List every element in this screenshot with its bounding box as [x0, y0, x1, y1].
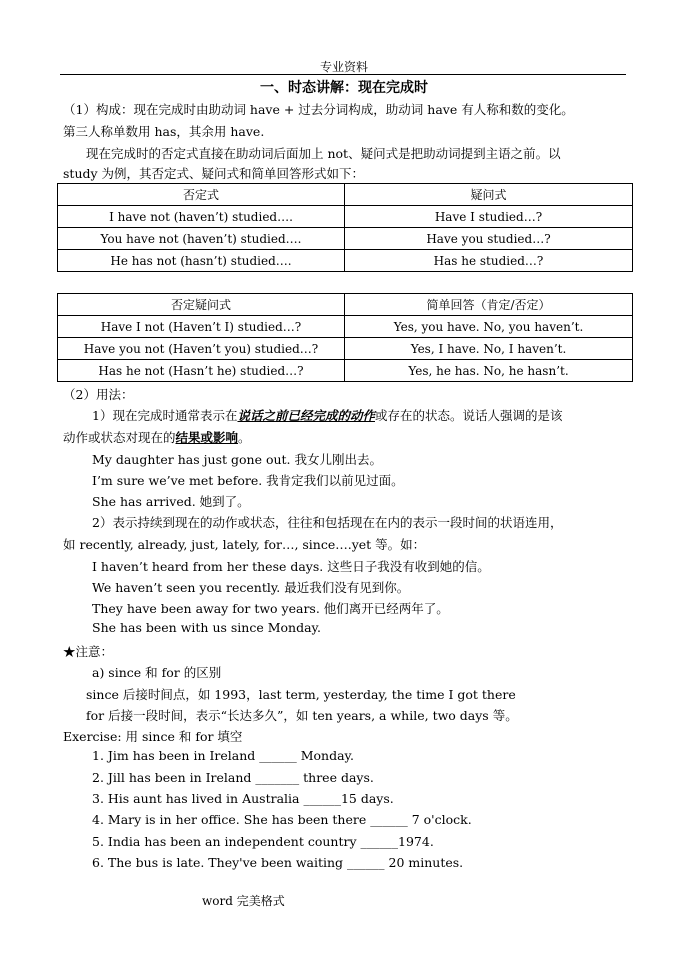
table-row — [58, 338, 633, 360]
table-header-cell: 简单回答（肯定/否定） — [345, 294, 633, 316]
example-sentence: She has arrived. 她到了。 — [92, 494, 250, 509]
exercise-item: 5. India has been an independent country ______1974. — [92, 834, 434, 849]
table-cell: Yes, he has. No, he hasn’t. — [345, 360, 633, 382]
example-sentence: We haven’t seen you recently. 最近我们没有见到你。 — [92, 580, 410, 595]
note-label: ★注意： — [63, 644, 114, 659]
exercise-item: 2. Jill has been in Ireland _______ three days. — [92, 770, 374, 785]
usage-text: 或存在的状态。说话人强调的是该 — [374, 408, 563, 423]
usage-point-2-cont: 如 recently, already, just, lately, for…, since….yet 等。如： — [63, 537, 426, 552]
table-cell: You have not (haven’t) studied…. — [58, 228, 345, 250]
table-cell: Have you not (Haven’t you) studied…? — [58, 338, 345, 360]
intro-line-3: 现在完成时的否定式直接在助动词后面加上 not、疑问式是把助动词提到主语之前。以 — [86, 146, 561, 161]
table-cell: Has he not (Hasn’t he) studied…? — [58, 360, 345, 382]
note-since: since 后接时间点，如 1993，last term, yesterday, the time I got there — [86, 687, 516, 702]
usage-text: 动作或状态对现在的 — [63, 430, 176, 445]
table-cell: Yes, you have. No, you haven’t. — [345, 316, 633, 338]
table-row — [58, 316, 633, 338]
table-cell: Yes, I have. No, I haven’t. — [345, 338, 633, 360]
header-rule — [60, 74, 626, 75]
table-header-row — [58, 294, 633, 316]
usage-text: 。 — [238, 430, 251, 445]
table-header-cell: 否定疑问式 — [58, 294, 345, 316]
conjugation-table-1 — [57, 183, 633, 272]
table-cell: Have I studied…? — [345, 206, 633, 228]
intro-line-4: study 为例，其否定式、疑问式和简单回答形式如下： — [63, 166, 365, 181]
table-cell: He has not (hasn’t) studied…. — [58, 250, 345, 272]
page-title: 一、时态讲解：现在完成时 — [260, 80, 428, 96]
usage-point-1-cont — [63, 428, 251, 446]
page-header: 专业资料 — [319, 60, 368, 74]
intro-line-1: （1）构成：现在完成时由助动词 have + 过去分词构成，助动词 have 有人称和数的变化。 — [63, 102, 574, 117]
conjugation-table-2 — [57, 293, 633, 382]
exercise-item: 4. Mary is in her office. She has been there ______ 7 o'clock. — [92, 812, 472, 827]
table-row — [58, 228, 633, 250]
note-for: for 后接一段时间，表示“长达多久”，如 ten years, a while, two days 等。 — [86, 708, 518, 723]
table-row — [58, 206, 633, 228]
table-cell: Have you studied…? — [345, 228, 633, 250]
exercise-item: 3. His aunt has lived in Australia ______15 days. — [92, 791, 394, 806]
emphasis-text: 说话之前已经完成的动作 — [237, 408, 375, 423]
table-cell: Have I not (Haven’t I) studied…? — [58, 316, 345, 338]
table-row — [58, 360, 633, 382]
table-cell: I have not (haven’t) studied…. — [58, 206, 345, 228]
example-sentence: My daughter has just gone out. 我女儿刚出去。 — [92, 452, 382, 467]
exercise-heading: Exercise: 用 since 和 for 填空 — [63, 729, 243, 744]
table-header-row — [58, 184, 633, 206]
table-row — [58, 250, 633, 272]
example-sentence: I haven’t heard from her these days. 这些日子我没有收到她的信。 — [92, 559, 490, 574]
example-sentence: I’m sure we’ve met before. 我肯定我们以前见过面。 — [92, 473, 404, 488]
table-header-cell: 否定式 — [58, 184, 345, 206]
table-cell: Has he studied…? — [345, 250, 633, 272]
page-footer: word 完美格式 — [202, 894, 285, 908]
usage-point-1 — [92, 406, 563, 424]
exercise-item: 1. Jim has been in Ireland ______ Monday. — [92, 748, 354, 763]
emphasis-text: 结果或影响 — [175, 430, 239, 445]
usage-text: 1）现在完成时通常表示在 — [92, 408, 238, 423]
example-sentence: She has been with us since Monday. — [92, 620, 321, 635]
usage-heading: （2）用法： — [63, 387, 134, 402]
note-item-a: a) since 和 for 的区别 — [92, 665, 222, 680]
example-sentence: They have been away for two years. 他们离开已经两年了。 — [92, 601, 449, 616]
intro-line-2: 第三人称单数用 has，其余用 have. — [63, 124, 265, 139]
table-header-cell: 疑问式 — [345, 184, 633, 206]
usage-point-2: 2）表示持续到现在的动作或状态，往往和包括现在在内的表示一段时间的状语连用， — [92, 515, 563, 530]
exercise-item: 6. The bus is late. They've been waiting ______ 20 minutes. — [92, 855, 464, 870]
